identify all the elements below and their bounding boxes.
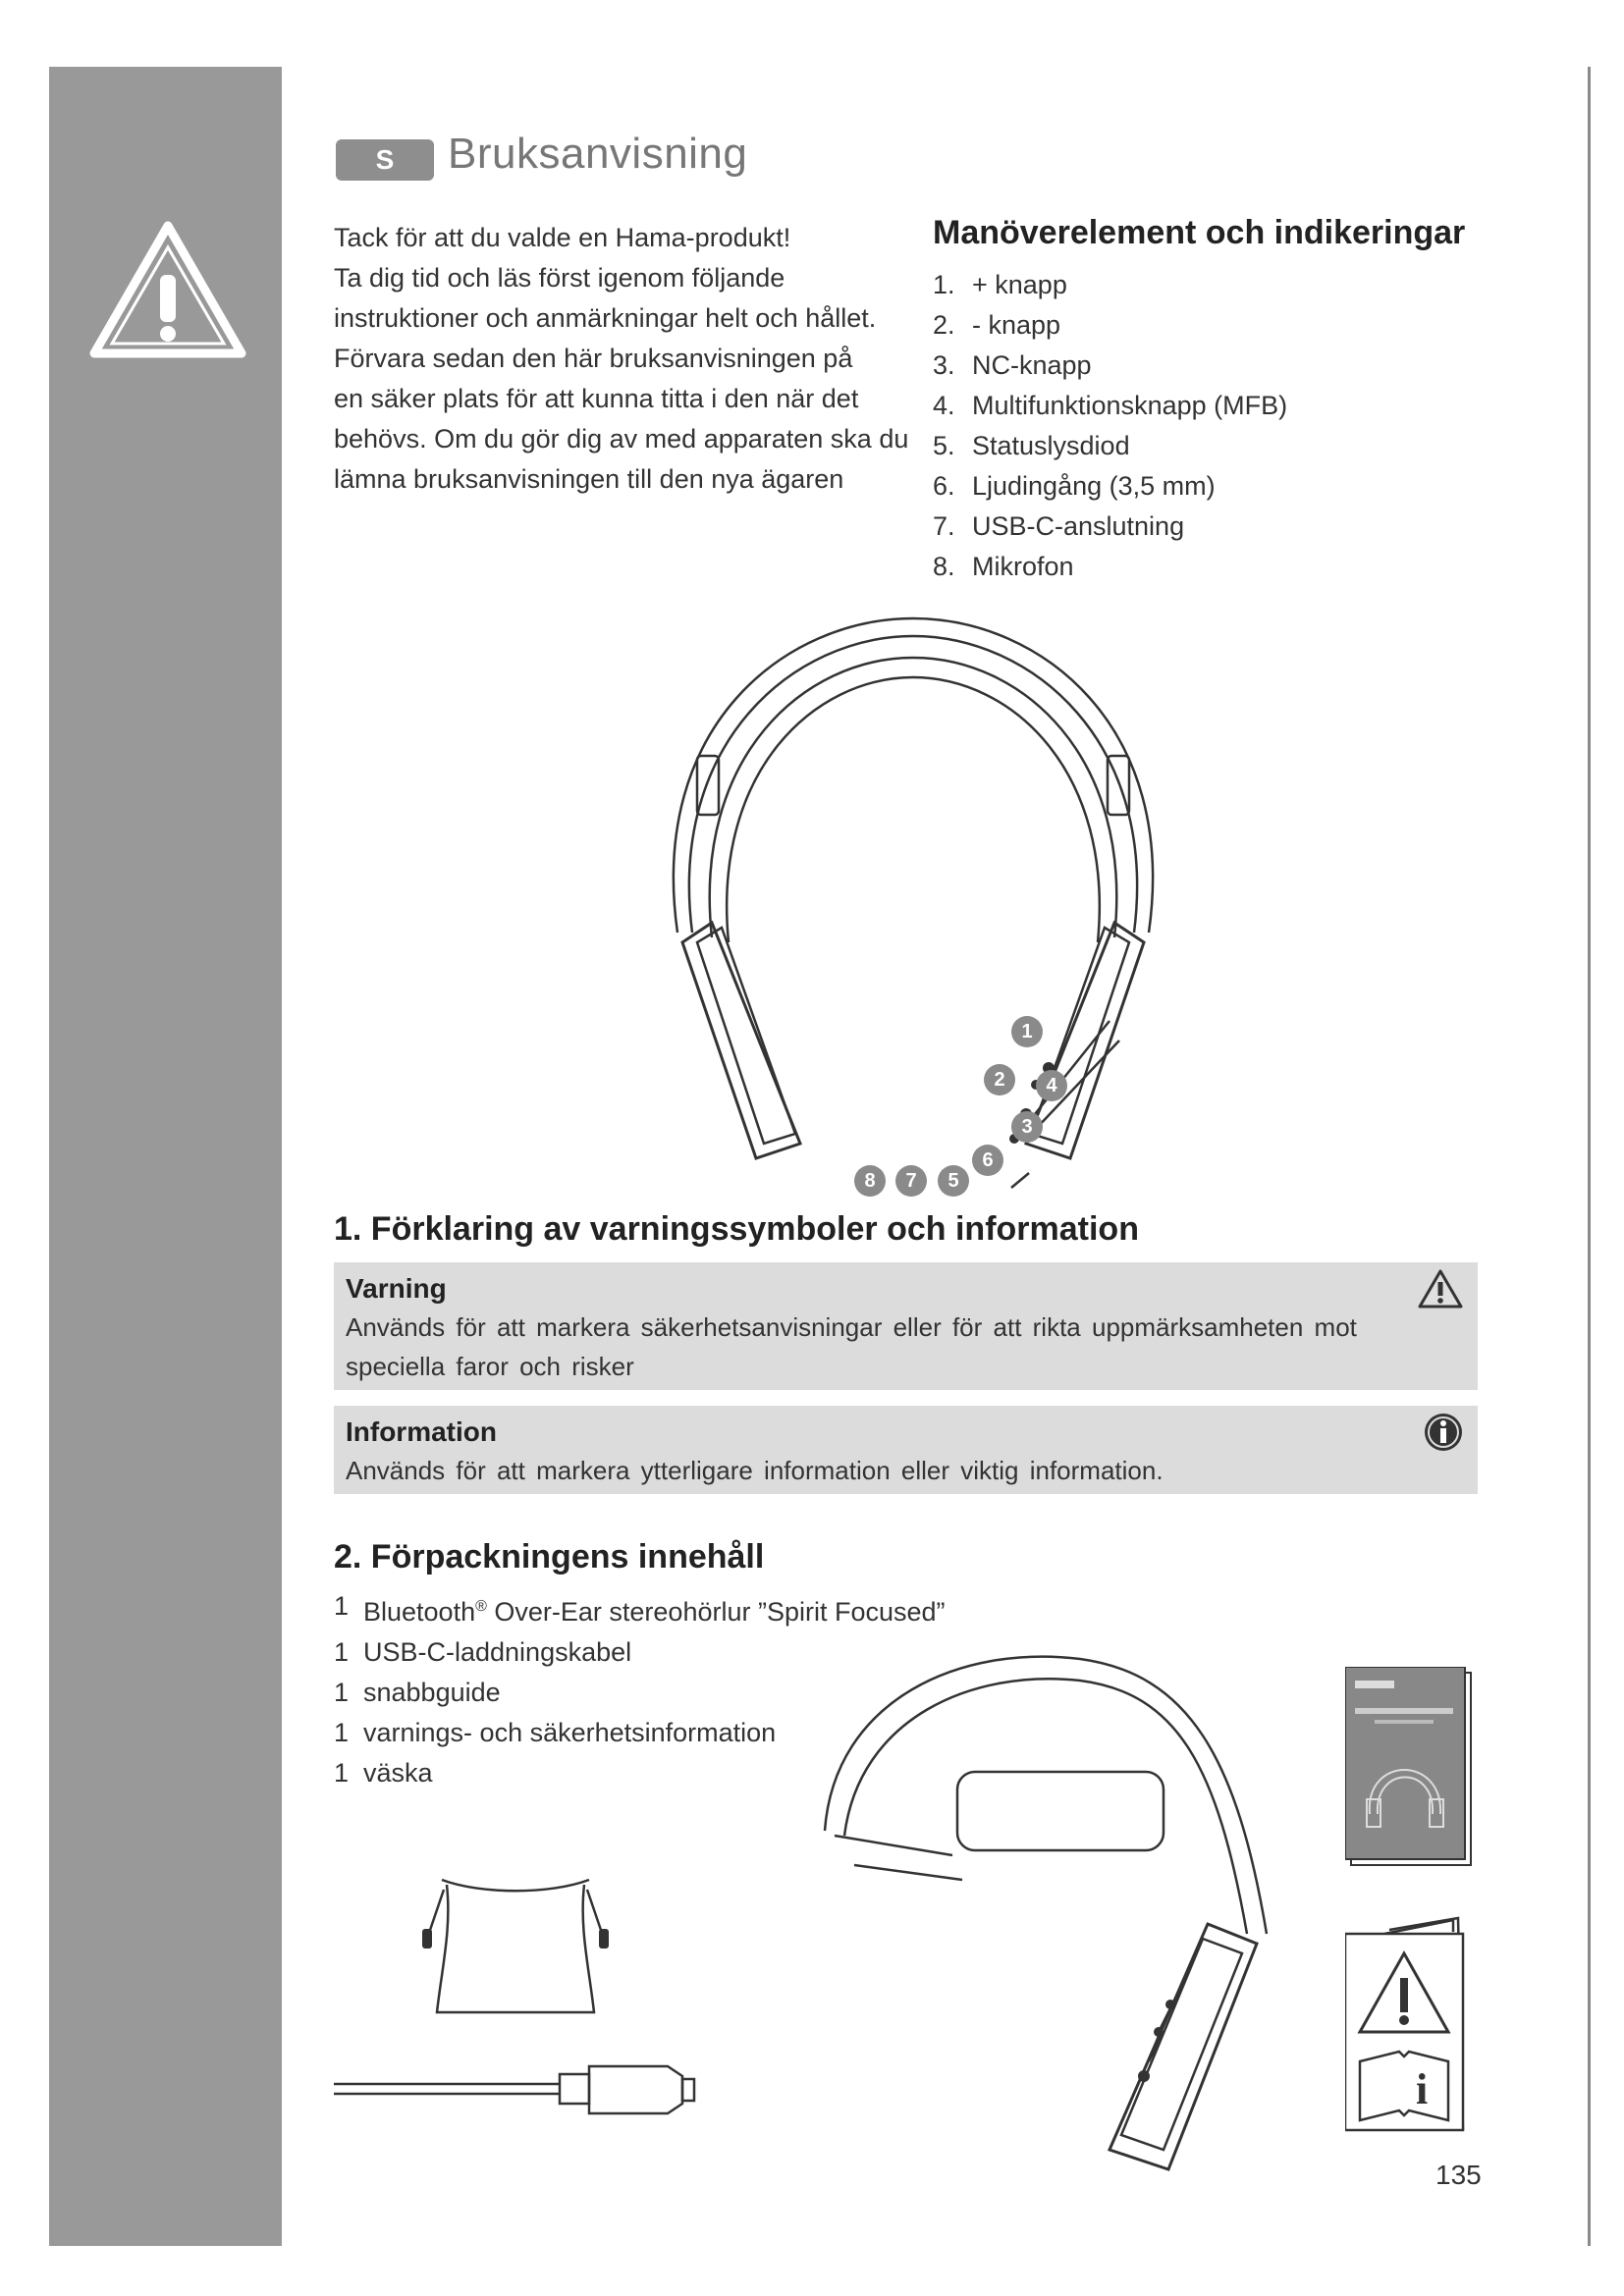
callout-marker: 5 [938,1165,969,1197]
intro-line: Tack för att du valde en Hama-produkt! [334,223,791,252]
item-number: 7. [933,511,955,541]
warning-icon [86,218,249,363]
item-label: Statuslysdiod [972,431,1130,460]
warning-icon [1417,1268,1464,1309]
list-item [933,547,1287,587]
item-number: 6. [933,471,955,501]
list-item [933,265,1287,305]
callout-marker: 7 [895,1165,927,1197]
list-item [933,305,1287,346]
callout-marker: 6 [972,1145,1003,1176]
item-text: Over-Ear stereohörlur ”Spirit Focused” [486,1597,946,1627]
list-item [933,466,1287,507]
registered-mark: ® [475,1598,487,1615]
item-label: Mikrofon [972,552,1074,581]
intro-line: lämna bruksanvisningen till den nya ägaren [334,464,844,494]
headphones-diagram [638,609,1188,1207]
item-number: 5. [933,431,955,460]
info-icon [1423,1412,1464,1453]
callout-marker: 1 [1011,1016,1043,1047]
pouch-illustration [422,1870,609,2017]
quick-guide-illustration [1345,1667,1479,1873]
item-label: varnings- och säkerhetsinformation [363,1718,777,1747]
page-number: 135 [1435,2160,1482,2190]
callout-marker: 4 [1036,1070,1067,1101]
item-quantity: 1 [334,1718,350,1747]
item-quantity: 1 [334,1637,350,1667]
notice-text: Används för att markera ytterligare information eller viktig information. [346,1456,1164,1485]
controls-list [933,265,1287,587]
intro-line: behövs. Om du gör dig av med apparaten ska du [334,424,909,454]
safety-leaflet-illustration [1345,1914,1473,2140]
controls-heading: Manöverelement och indikeringar [933,214,1466,251]
item-label: - knapp [972,310,1061,340]
item-number: 2. [933,310,955,340]
item-text: Bluetooth [363,1597,476,1627]
page-title: Bruksanvisning [448,130,748,178]
item-label [363,1586,946,1632]
notice-text: Används för att markera säkerhetsanvisningar eller för att rikta uppmärksamheten mot speciella faror och risker [346,1312,1357,1381]
item-quantity: 1 [334,1758,350,1788]
callout-marker: 8 [854,1165,886,1197]
callout-marker: 3 [1011,1111,1043,1143]
intro-line: Förvara sedan den här bruksanvisningen på [334,344,853,373]
list-item [933,386,1287,426]
item-number: 4. [933,391,955,420]
item-label: USB-C-anslutning [972,511,1185,541]
item-label: Ljudingång (3,5 mm) [972,471,1216,501]
notice-title: Information [346,1416,497,1447]
list-item [933,507,1287,547]
item-number: 3. [933,350,955,380]
usb-c-cable-illustration [334,2047,697,2135]
item-label: snabbguide [363,1678,501,1707]
item-label: + knapp [972,270,1067,299]
section-heading: 2. Förpackningens innehåll [334,1538,765,1575]
item-quantity: 1 [334,1591,350,1621]
item-number: 1. [933,270,955,299]
intro-line: instruktioner och anmärkningar helt och hållet. [334,303,877,333]
item-label: väska [363,1758,433,1788]
callout-marker: 2 [984,1064,1015,1095]
svg-text:i: i [1416,2065,1429,2113]
folded-headphones-illustration [815,1639,1276,2189]
list-item [933,426,1287,466]
warning-notice [334,1262,1478,1390]
intro-text [334,218,952,500]
right-margin-line [1588,67,1591,2246]
list-item [933,346,1287,386]
section-heading: 1. Förklaring av varningssymboler och information [334,1210,1139,1248]
list-item [334,1586,946,1632]
intro-line: en säker plats för att kunna titta i den när det [334,384,859,413]
information-notice [334,1406,1478,1494]
item-quantity: 1 [334,1678,350,1707]
item-label: USB-C-laddningskabel [363,1637,632,1667]
item-label: NC-knapp [972,350,1092,380]
item-number: 8. [933,552,955,581]
language-badge: S [336,139,434,181]
intro-line: Ta dig tid och läs först igenom följande [334,263,785,293]
notice-title: Varning [346,1273,447,1304]
sidebar-band [49,67,282,2246]
item-label: Multifunktionsknapp (MFB) [972,391,1288,420]
